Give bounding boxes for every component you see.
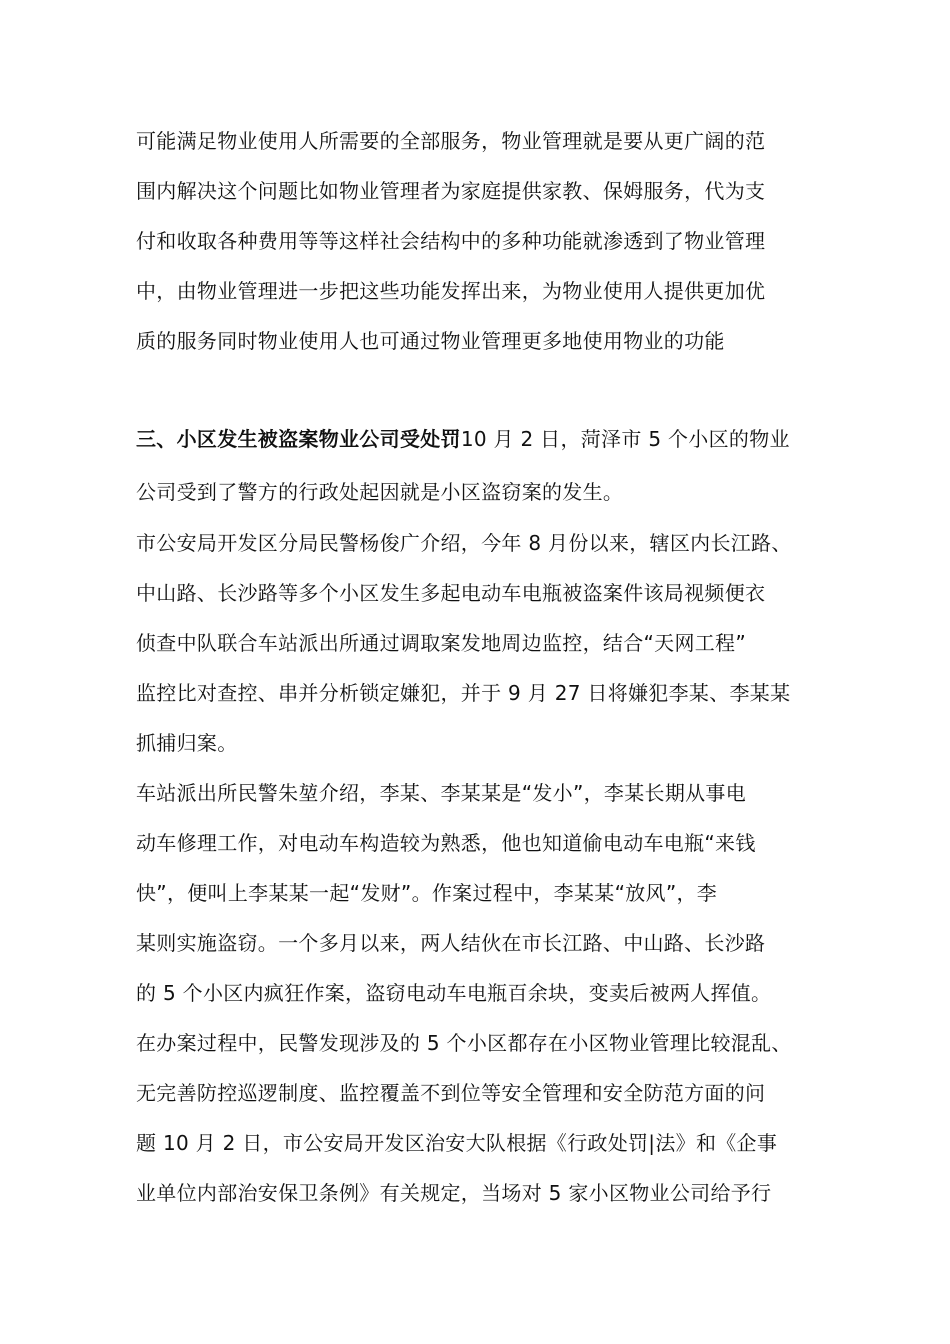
paragraph-2-line-4: 监控比对查控、串并分析锁定嫌犯，并于 9 月 27 日将嫌犯李某、李某某 [136, 681, 791, 705]
paragraph-2-line-2: 中山路、长沙路等多个小区发生多起电动车电瓶被盗案件该局视频便衣 [136, 581, 766, 605]
paragraph-4-line-2: 无完善防控巡逻制度、监控覆盖不到位等安全管理和安全防范方面的问 [136, 1081, 766, 1105]
section-3-heading-rest: 10 月 2 日，菏泽市 5 个小区的物业 [460, 427, 790, 451]
paragraph-2-line-1: 市公安局开发区分局民警杨俊广介绍，今年 8 月份以来，辖区内长江路、 [136, 531, 792, 555]
paragraph-4-line-4: 业单位内部治安保卫条例》有关规定，当场对 5 家小区物业公司给予行 [136, 1181, 772, 1205]
paragraph-1-line-2: 围内解决这个问题比如物业管理者为家庭提供家教、保姆服务，代为支 [136, 179, 766, 203]
paragraph-3-line-5: 的 5 个小区内疯狂作案，盗窃电动车电瓶百余块，变卖后被两人挥值。 [136, 981, 772, 1005]
section-3-line-2: 公司受到了警方的行政处起因就是小区盗窃案的发生。 [136, 480, 624, 504]
paragraph-3-line-2: 动车修理工作，对电动车构造较为熟悉，他也知道偷电动车电瓶“来钱 [136, 831, 756, 855]
paragraph-3-line-1: 车站派出所民警朱堃介绍，李某、李某某是“发小”，李某长期从事电 [136, 781, 747, 805]
section-3-heading-line [136, 425, 836, 453]
paragraph-3-line-4: 某则实施盗窃。一个多月以来，两人结伙在市长江路、中山路、长沙路 [136, 931, 766, 955]
paragraph-3-line-3: 快”，便叫上李某某一起“发财”。作案过程中，李某某“放风”，李 [136, 881, 718, 905]
paragraph-4-line-1: 在办案过程中，民警发现涉及的 5 个小区都存在小区物业管理比较混乱、 [136, 1031, 792, 1055]
paragraph-2-line-3: 侦查中队联合车站派出所通过调取案发地周边监控，结合“天网工程” [136, 631, 747, 655]
paragraph-2-line-5: 抓捕归案。 [136, 731, 238, 755]
paragraph-1-line-1: 可能满足物业使用人所需要的全部服务，物业管理就是要从更广阔的范 [136, 129, 766, 153]
paragraph-1-line-5: 质的服务同时物业使用人也可通过物业管理更多地使用物业的功能 [136, 329, 725, 353]
paragraph-1-line-3: 付和收取各种费用等等这样社会结构中的多种功能就渗透到了物业管理 [136, 229, 766, 253]
section-3-heading: 三、小区发生被盗案物业公司受处罚 [136, 427, 461, 451]
paragraph-1-line-4: 中，由物业管理进一步把这些功能发挥出来，为物业使用人提供更加优 [136, 279, 766, 303]
paragraph-4-line-3: 题 10 月 2 日，市公安局开发区治安大队根据《行政处罚|法》和《企事 [136, 1131, 778, 1155]
